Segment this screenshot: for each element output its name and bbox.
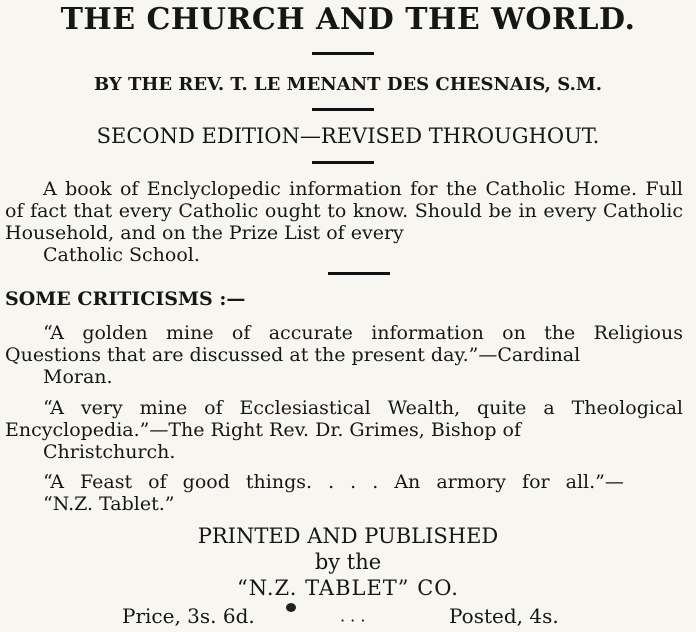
description-paragraph (5, 178, 683, 266)
publisher-line-3: “N.Z. TABLET” CO. (237, 576, 459, 600)
quote-2-last-line: Christchurch. (43, 441, 176, 463)
criticisms-heading: SOME CRITICISMS :— (5, 288, 246, 310)
price-label: Price, 3s. 6d. (122, 604, 255, 628)
divider-3 (312, 161, 374, 164)
ink-blot (286, 603, 296, 612)
divider-1 (312, 52, 374, 55)
quote-3 (5, 471, 683, 515)
publisher-line-1: PRINTED AND PUBLISHED (197, 524, 499, 548)
edition-line: SECOND EDITION—REVISED THROUGHOUT. (96, 124, 600, 148)
divider-4 (328, 272, 390, 275)
description-body: A book of Enclyclopedic information for the Catholic Home. Full of fact that every Catholic ought to know. Should be in every Catholic Household, and on the Prize List of every (5, 178, 683, 244)
divider-2 (312, 108, 374, 111)
ornament-dots: · · · (340, 611, 366, 630)
quote-3-body: “A Feast of good things. . . . An armory for all.”— (43, 471, 624, 493)
publisher-line-2: by the (314, 550, 382, 574)
quote-2 (5, 397, 683, 463)
author-line: BY THE REV. T. LE MENANT DES CHESNAIS, S.M. (93, 74, 603, 95)
page-title: THE CHURCH AND THE WORLD. (60, 2, 636, 37)
quote-3-last-line: “N.Z. Tablet.” (43, 493, 175, 515)
quote-1-body: “A golden mine of accurate information on the Religious Questions that are discussed at the present day.”—Cardinal (5, 322, 683, 366)
quote-1 (5, 322, 683, 388)
quote-2-body: “A very mine of Ecclesiastical Wealth, quite a Theological Encyclopedia.”—The Right Rev. Dr. Grimes, Bishop of (5, 397, 683, 441)
posted-price-label: Posted, 4s. (449, 604, 559, 628)
description-last-line: Catholic School. (43, 244, 200, 266)
quote-1-last-line: Moran. (43, 366, 113, 388)
